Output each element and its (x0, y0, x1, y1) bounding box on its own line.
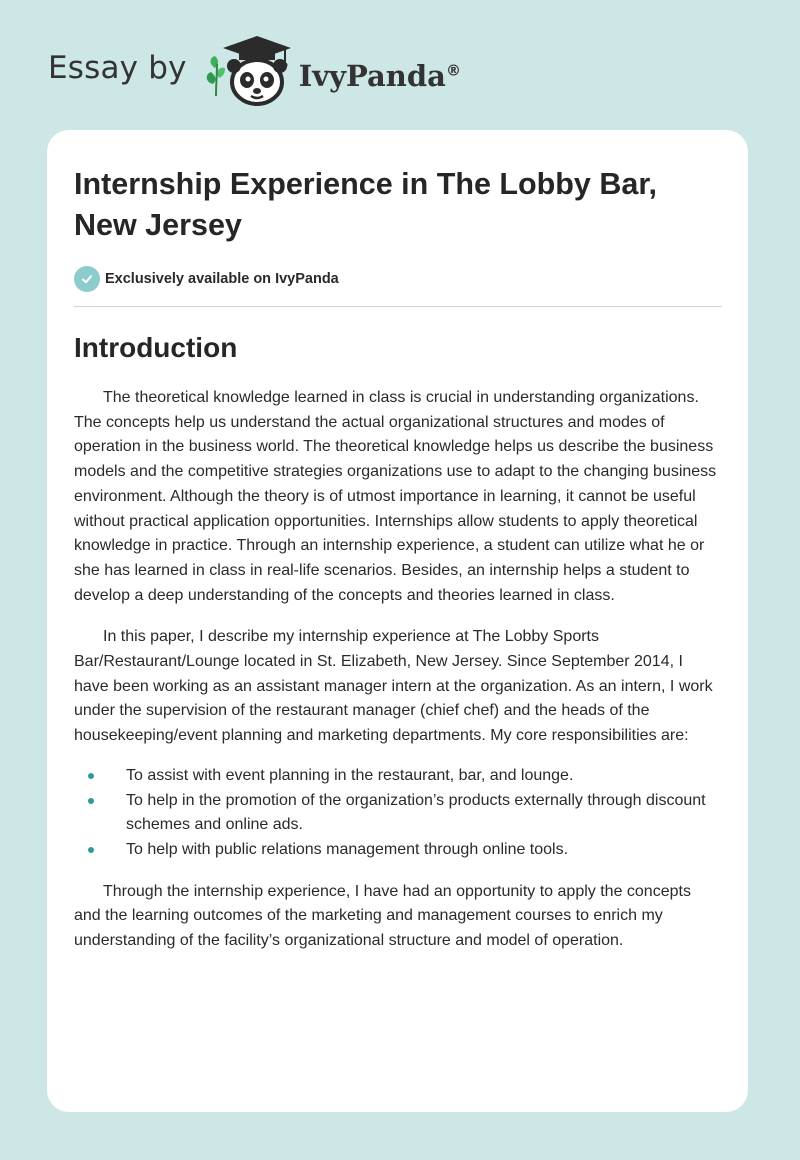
bullet-dot-icon (88, 773, 94, 779)
list-item (74, 789, 722, 838)
list-item-text: To help in the promotion of the organization’s products externally through discount schemes and online ads. (126, 791, 706, 834)
list-item (74, 838, 722, 863)
essay-content (74, 164, 722, 954)
registered-mark: ® (445, 61, 461, 80)
paragraph: The theoretical knowledge learned in class is crucial in understanding organizations. The concepts help us understand the actual organizational structures and modes of operation in the business world. The theoretical knowledge helps us describe the business models and the competitive strategies organizations use to adapt to the changing business environment. Although the theory is of utmost importance in learning, it cannot be useful without practical application opportunities. Internships allow students to apply theoretical knowledge in practice. Through an internship experience, a student can utilize what he or she has learned in class in real-life scenarios. Besides, an internship helps a student to develop a deep understanding of the concepts and theories learned in class. (74, 389, 717, 604)
essay-by-label: Essay by (48, 50, 187, 86)
list-item (74, 764, 722, 789)
exclusive-badge-label: Exclusively available on IvyPanda (105, 271, 339, 287)
divider (74, 306, 722, 307)
list-item-text: To help with public relations management through online tools. (126, 840, 569, 858)
essay-card (47, 130, 748, 1112)
ivy-leaf-icon (206, 56, 224, 96)
essay-title: Internship Experience in The Lobby Bar, New Jersey (74, 167, 658, 242)
bullet-dot-icon (88, 798, 94, 804)
check-icon (74, 266, 100, 292)
brand-name[interactable]: IvyPanda® (298, 59, 461, 93)
list-item-text: To assist with event planning in the restaurant, bar, and lounge. (126, 766, 574, 784)
responsibilities-list (74, 764, 722, 863)
paragraph: In this paper, I describe my internship experience at The Lobby Sports Bar/Restaurant/Lounge located in St. Elizabeth, New Jersey. Since September 2014, I have been working as an assistant manager intern at the organization. As an intern, I work under the supervision of the restaurant manager (chief chef) and the heads of the housekeeping/event planning and marketing departments. My core responsibilities are: (74, 628, 713, 745)
panda-graduate-logo-icon[interactable] (201, 34, 293, 110)
site-header (48, 34, 461, 110)
section-heading: Introduction (74, 332, 238, 363)
paragraph: Through the internship experience, I have had an opportunity to apply the concepts and the learning outcomes of the marketing and management courses to enrich my understanding of the facility’s organizational structure and model of operation. (74, 882, 691, 950)
bullet-dot-icon (88, 847, 94, 853)
exclusive-badge (74, 266, 722, 292)
